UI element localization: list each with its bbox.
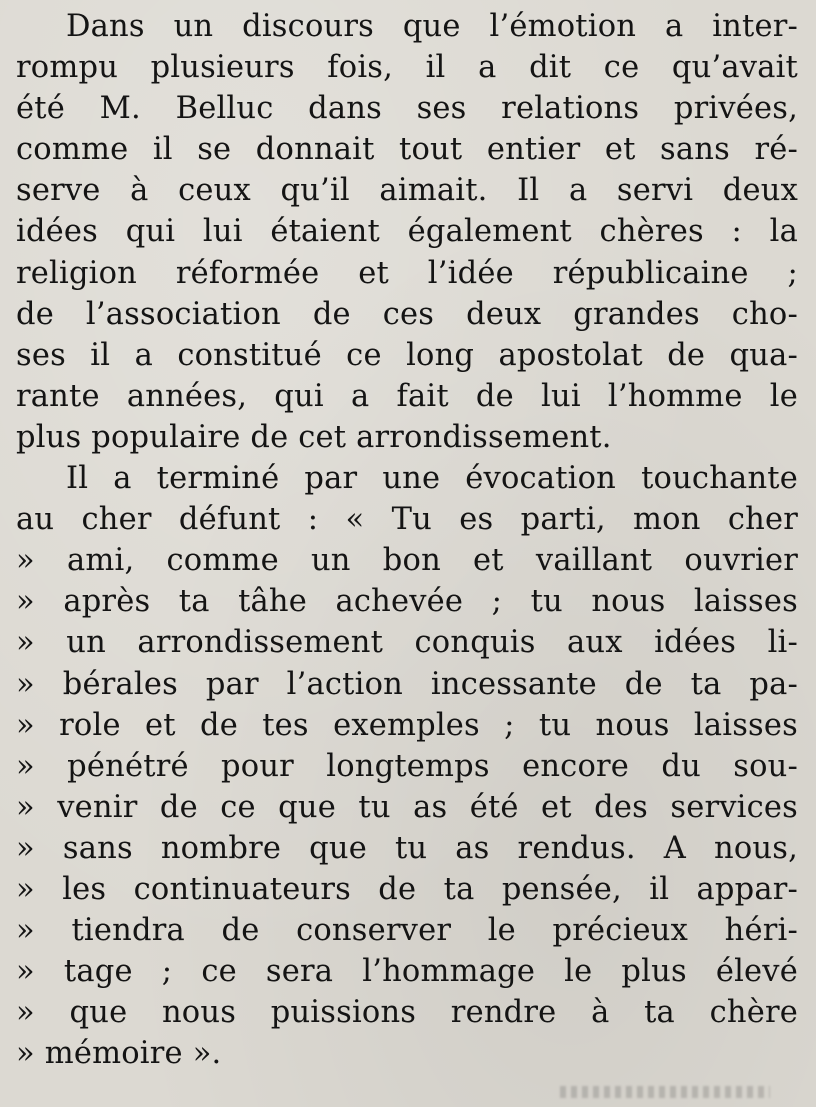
text-line: » sans nombre que tu as rendus. A nous, [16,830,798,866]
bleed-through-smudge [560,1086,770,1098]
text-line: » mémoire ». [16,1036,222,1072]
text-line: » après ta tâhe achevée ; tu nous laisses [16,584,798,620]
text-line: plus populaire de cet arrondissement. [16,419,612,455]
text-line: ses il a constitué ce long apostolat de qua- [16,337,798,373]
article-text-column [16,6,798,1074]
text-line: comme il se donnait tout entier et sans ré- [16,132,798,168]
text-line: » role et de tes exemples ; tu nous laisses [16,707,798,743]
paragraph-speech-summary [16,6,798,458]
text-line: » bérales par l’action incessante de ta pa- [16,666,798,702]
text-line: au cher défunt : « Tu es parti, mon cher [16,502,798,538]
text-line: » les continuateurs de ta pensée, il appar- [16,871,798,907]
text-line: » pénétré pour longtemps encore du sou- [16,748,798,784]
text-line: » tiendra de conserver le précieux héri- [16,913,798,949]
text-line: » tage ; ce sera l’hommage le plus élevé [16,954,798,990]
text-line: rante années, qui a fait de lui l’homme le [16,378,798,414]
text-line: » ami, comme un bon et vaillant ouvrier [16,543,798,579]
paragraph-evocation-quote [16,458,798,1074]
text-line: Dans un discours que l’émotion a inter- [66,9,798,44]
text-line: » venir de ce que tu as été et des services [16,789,798,825]
text-line: serve à ceux qu’il aimait. Il a servi deux [16,173,798,209]
text-line: » que nous puissions rendre à ta chère [16,995,798,1031]
text-line: religion réformée et l’idée républicaine ; [16,255,798,291]
text-line: » un arrondissement conquis aux idées li- [16,625,798,661]
text-line: rompu plusieurs fois, il a dit ce qu’avait [16,50,798,86]
text-line: idées qui lui étaient également chères : la [16,214,798,250]
text-line: été M. Belluc dans ses relations privées, [16,91,798,127]
text-line: Il a terminé par une évocation touchante [66,461,798,497]
text-line: de l’association de ces deux grandes cho- [16,296,798,332]
